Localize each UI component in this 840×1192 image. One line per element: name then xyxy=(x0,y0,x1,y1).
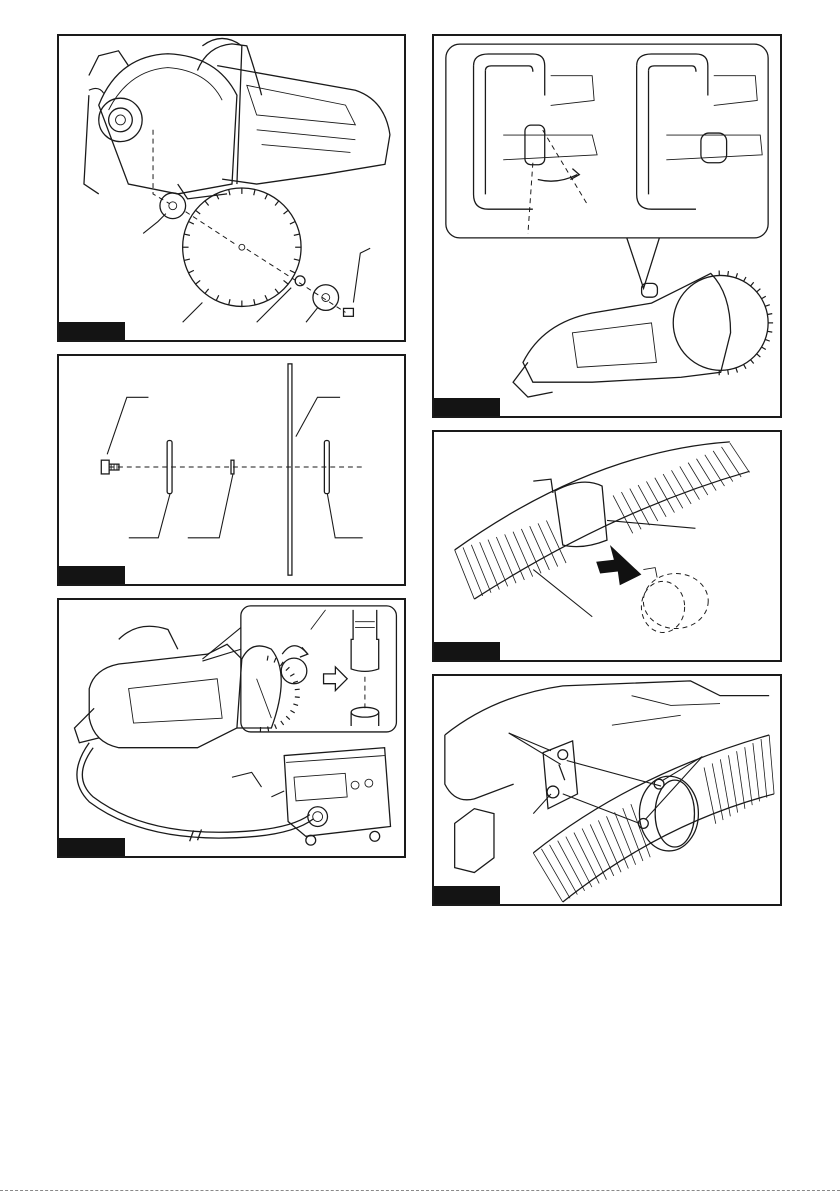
page-bottom-rule xyxy=(0,1190,840,1191)
figure-hose-connection xyxy=(57,598,406,858)
figure-tag xyxy=(59,838,125,856)
hose-cuff-illustration xyxy=(434,432,780,660)
figure-tag xyxy=(59,322,125,340)
figure-tag xyxy=(59,566,125,584)
figure-hose-holder xyxy=(432,674,782,906)
holder-hose-ribs xyxy=(533,735,774,902)
figure-blade-parts xyxy=(57,354,406,586)
nozzle-rotation-illustration xyxy=(434,36,780,416)
hose-holder-illustration xyxy=(434,676,780,904)
figure-nozzle-rotation xyxy=(432,34,782,418)
figure-tag xyxy=(434,642,500,660)
blade-parts-illustration xyxy=(59,356,404,584)
blade-assembly-illustration xyxy=(59,36,404,340)
figure-blade-assembly xyxy=(57,34,406,342)
nozzle-blade-teeth xyxy=(719,271,773,376)
figure-tag xyxy=(434,886,500,904)
figure-tag xyxy=(434,398,500,416)
figure-hose-cuff xyxy=(432,430,782,662)
hose-connection-illustration xyxy=(59,600,404,856)
